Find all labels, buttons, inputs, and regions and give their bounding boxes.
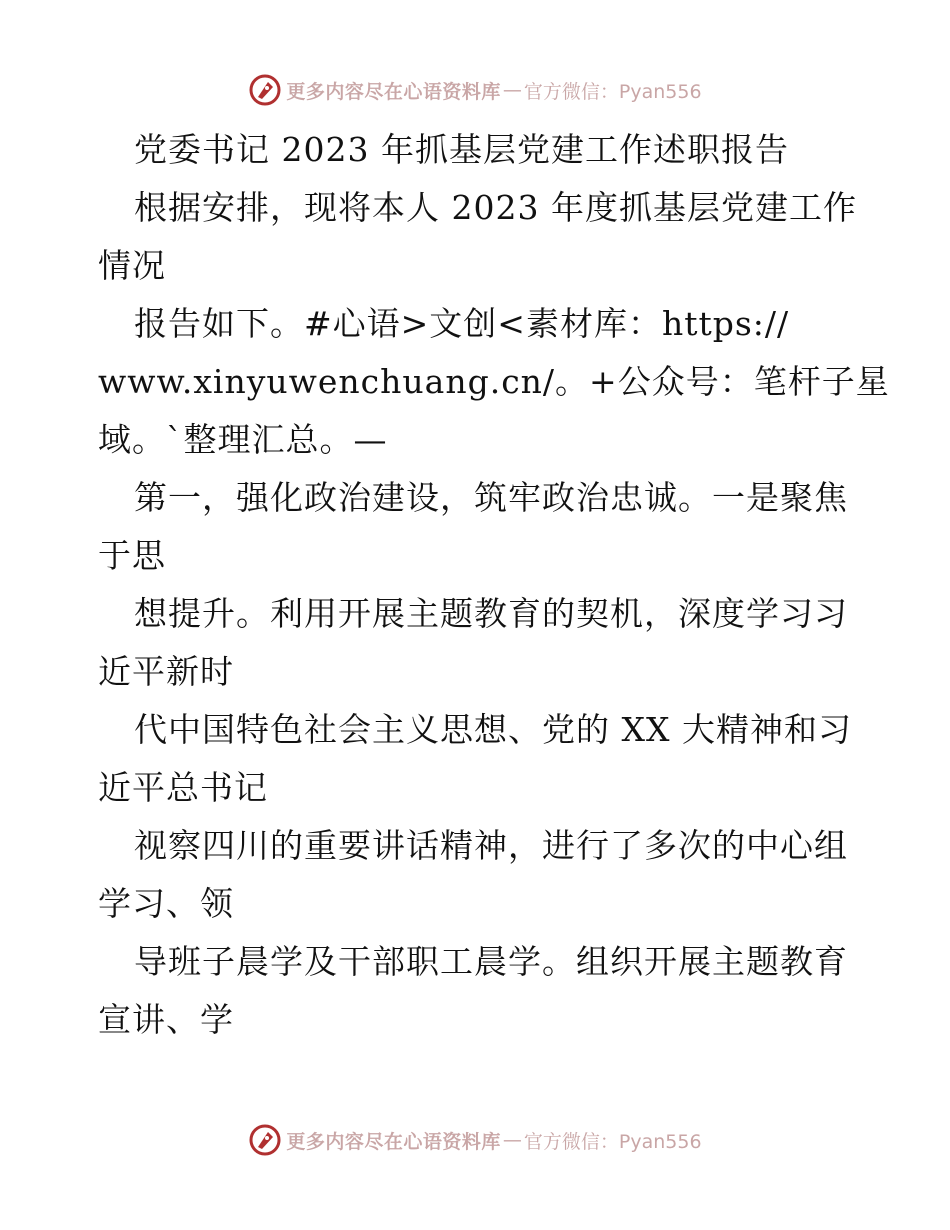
- document-line: 宣讲、学: [98, 1000, 234, 1039]
- document-line: 党委书记 2023 年抓基层党建工作述职报告: [134, 130, 789, 169]
- document-line: 视察四川的重要讲话精神，进行了多次的中心组: [134, 826, 848, 865]
- document-line: 想提升。利用开展主题教育的契机，深度学习习: [134, 594, 848, 633]
- watermark-text: 更多内容尽在心语资料库: [286, 1130, 501, 1153]
- document-line: 情况: [98, 246, 166, 285]
- document-line: 导班子晨学及干部职工晨学。组织开展主题教育: [134, 942, 848, 981]
- header-watermark: [0, 72, 950, 108]
- watermark-separator: —: [502, 79, 522, 101]
- document-line: 代中国特色社会主义思想、党的 XX 大精神和习: [134, 710, 852, 749]
- document-line: 学习、领: [98, 884, 234, 923]
- document-line: www.xinyuwenchuang.cn/。+公众号：笔杆子星: [98, 362, 890, 401]
- document-line: 近平总书记: [98, 768, 268, 807]
- pen-nib-icon: [248, 1123, 282, 1157]
- document-line: 第一，强化政治建设，筑牢政治忠诚。一是聚焦: [134, 478, 848, 517]
- document-line: 根据安排，现将本人 2023 年度抓基层党建工作: [134, 188, 857, 227]
- watermark-separator: —: [502, 1129, 522, 1151]
- footer-watermark: [0, 1122, 950, 1158]
- pen-nib-icon: [248, 73, 282, 107]
- watermark-text: 更多内容尽在心语资料库: [286, 80, 501, 103]
- watermark-wechat: 官方微信：Pyan556: [523, 1130, 702, 1153]
- document-line: 近平新时: [98, 652, 234, 691]
- document-line: 报告如下。#心语>文创<素材库：https://: [134, 304, 790, 343]
- document-line: 域。`整理汇总。—: [98, 420, 388, 459]
- watermark-wechat: 官方微信：Pyan556: [523, 80, 702, 103]
- document-line: 于思: [98, 536, 166, 575]
